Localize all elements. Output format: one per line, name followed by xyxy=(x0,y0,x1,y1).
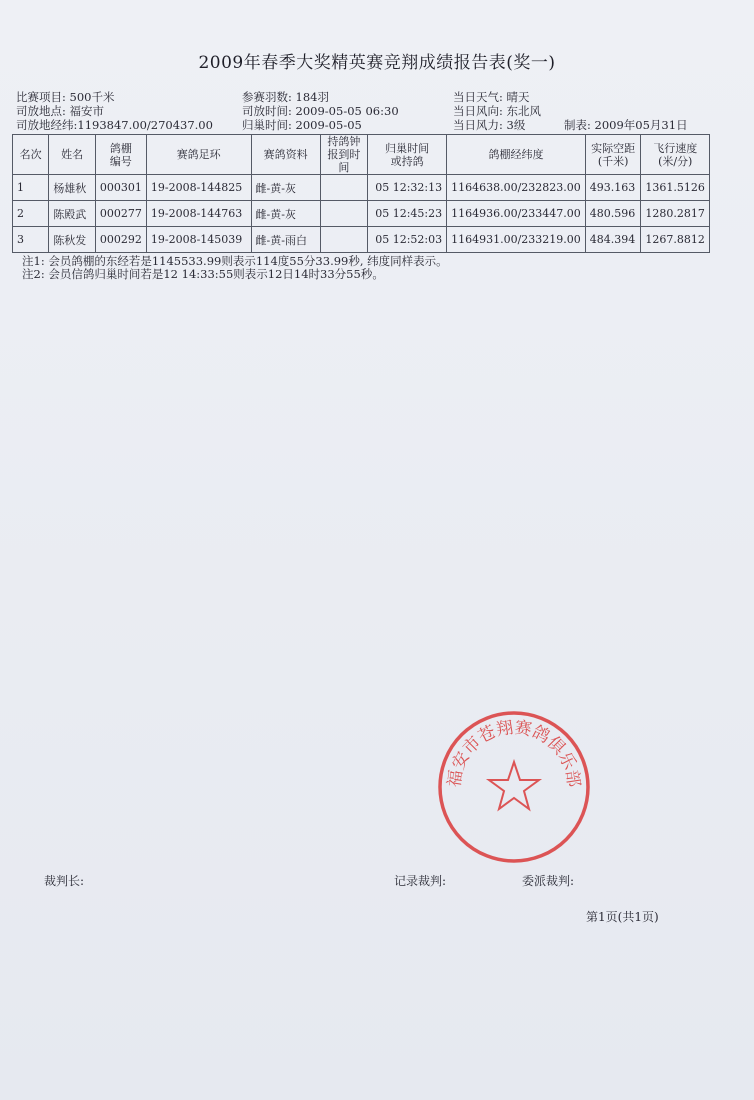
header-distance xyxy=(585,135,641,175)
header-text: 鸽棚经纬度 xyxy=(488,148,544,161)
made-date: 制表: 2009年05月31日 xyxy=(564,118,688,132)
info-row-release-time xyxy=(242,104,399,118)
club-seal xyxy=(437,710,591,864)
table-row xyxy=(13,201,710,227)
cell-distance: 480.596 xyxy=(585,201,641,227)
info-label: 当日天气: xyxy=(453,90,503,104)
cell-speed: 1267.8812 xyxy=(641,227,710,253)
info-label: 司放地经纬: xyxy=(16,118,78,132)
cell-rank: 1 xyxy=(13,175,49,201)
info-row-return-time xyxy=(242,118,399,132)
header-clock-time xyxy=(320,135,367,175)
info-row-event xyxy=(16,90,213,104)
info-label: 比赛项目: xyxy=(16,90,66,104)
info-value: 晴天 xyxy=(506,90,530,104)
table-row xyxy=(13,175,710,201)
header-loft-id xyxy=(95,135,146,175)
info-label: 司放地点: xyxy=(16,104,66,118)
record-referee-label: 记录裁判: xyxy=(394,874,447,888)
cell-loft-id: 000301 xyxy=(95,175,146,201)
info-row-weather xyxy=(453,90,541,104)
info-column-3 xyxy=(453,90,541,132)
cell-return-time: 05 12:52:03 xyxy=(368,227,447,253)
header-text: 飞行速度 (米/分) xyxy=(653,141,698,168)
results-table xyxy=(12,134,710,253)
cell-loft-coords: 1164931.00/233219.00 xyxy=(447,227,586,253)
cell-name: 杨雄秋 xyxy=(49,175,96,201)
info-column-1 xyxy=(16,90,213,132)
info-value: 福安市 xyxy=(69,104,105,118)
header-text: 名次 xyxy=(19,148,42,161)
page-number: 第1页(共1页) xyxy=(586,910,659,924)
header-return-time xyxy=(368,135,447,175)
info-value: 东北风 xyxy=(506,104,542,118)
info-value: 3级 xyxy=(506,118,526,132)
cell-return-time: 05 12:45:23 xyxy=(368,201,447,227)
info-value: 184羽 xyxy=(295,90,329,104)
info-value: 1193847.00/270437.00 xyxy=(77,118,213,132)
header-ring xyxy=(146,135,251,175)
cell-ring: 19-2008-144825 xyxy=(146,175,251,201)
info-value: 500千米 xyxy=(69,90,115,104)
header-rank xyxy=(13,135,49,175)
header-text: 持鸽钟 报到时间 xyxy=(327,135,361,174)
info-value: 2009-05-05 xyxy=(295,118,362,132)
info-label: 参赛羽数: xyxy=(242,90,292,104)
header-text: 赛鸽资料 xyxy=(263,148,308,161)
cell-bird-info: 雌-黄-灰 xyxy=(251,201,320,227)
info-label: 司放时间: xyxy=(242,104,292,118)
header-text: 鸽棚 编号 xyxy=(109,141,132,168)
cell-ring: 19-2008-145039 xyxy=(146,227,251,253)
table-row xyxy=(13,227,710,253)
info-value: 2009-05-05 06:30 xyxy=(295,104,399,118)
delegate-referee-label: 委派裁判: xyxy=(522,874,575,888)
header-loft-coords xyxy=(447,135,586,175)
report-title: 2009年春季大奖精英赛竞翔成绩报告表(奖一) xyxy=(198,53,556,73)
cell-clock-time xyxy=(320,201,367,227)
cell-distance: 484.394 xyxy=(585,227,641,253)
cell-bird-info: 雌-黄-雨白 xyxy=(251,227,320,253)
cell-name: 陈秋发 xyxy=(49,227,96,253)
star-icon xyxy=(489,762,539,809)
info-row-wind-direction xyxy=(453,104,541,118)
note-1: 注1: 会员鸽棚的东经若是1145533.99则表示114度55分33.99秒, 纬度同样表示。 xyxy=(22,254,448,268)
cell-loft-coords: 1164638.00/232823.00 xyxy=(447,175,586,201)
cell-loft-id: 000292 xyxy=(95,227,146,253)
info-row-release-coords xyxy=(16,118,213,132)
table-header-row xyxy=(13,135,710,175)
cell-rank: 3 xyxy=(13,227,49,253)
info-column-2 xyxy=(242,90,399,132)
cell-speed: 1280.2817 xyxy=(641,201,710,227)
cell-rank: 2 xyxy=(13,201,49,227)
note-2: 注2: 会员信鸽归巢时间若是12 14:33:55则表示12日14时33分55秒。 xyxy=(22,267,384,281)
header-speed xyxy=(641,135,710,175)
header-text: 归巢时间 或持鸽 xyxy=(385,141,430,168)
cell-loft-id: 000277 xyxy=(95,201,146,227)
cell-bird-info: 雌-黄-灰 xyxy=(251,175,320,201)
cell-name: 陈殿武 xyxy=(49,201,96,227)
info-row-wind-force xyxy=(453,118,541,132)
header-text: 姓名 xyxy=(61,148,84,161)
cell-clock-time xyxy=(320,175,367,201)
cell-loft-coords: 1164936.00/233447.00 xyxy=(447,201,586,227)
chief-referee-label: 裁判长: xyxy=(44,874,85,888)
header-text: 实际空距 (千米) xyxy=(591,141,636,168)
cell-return-time: 05 12:32:13 xyxy=(368,175,447,201)
notes xyxy=(22,255,448,281)
info-label: 当日风向: xyxy=(453,104,503,118)
cell-clock-time xyxy=(320,227,367,253)
info-label: 当日风力: xyxy=(453,118,503,132)
info-row-release-place xyxy=(16,104,213,118)
cell-distance: 493.163 xyxy=(585,175,641,201)
header-name xyxy=(49,135,96,175)
cell-speed: 1361.5126 xyxy=(641,175,710,201)
info-row-entries xyxy=(242,90,399,104)
header-text: 赛鸽足环 xyxy=(176,148,221,161)
cell-ring: 19-2008-144763 xyxy=(146,201,251,227)
seal-text: 福安市苍翔赛鸽俱乐部 xyxy=(444,717,584,789)
info-label: 归巢时间: xyxy=(242,118,292,132)
header-bird-info xyxy=(251,135,320,175)
